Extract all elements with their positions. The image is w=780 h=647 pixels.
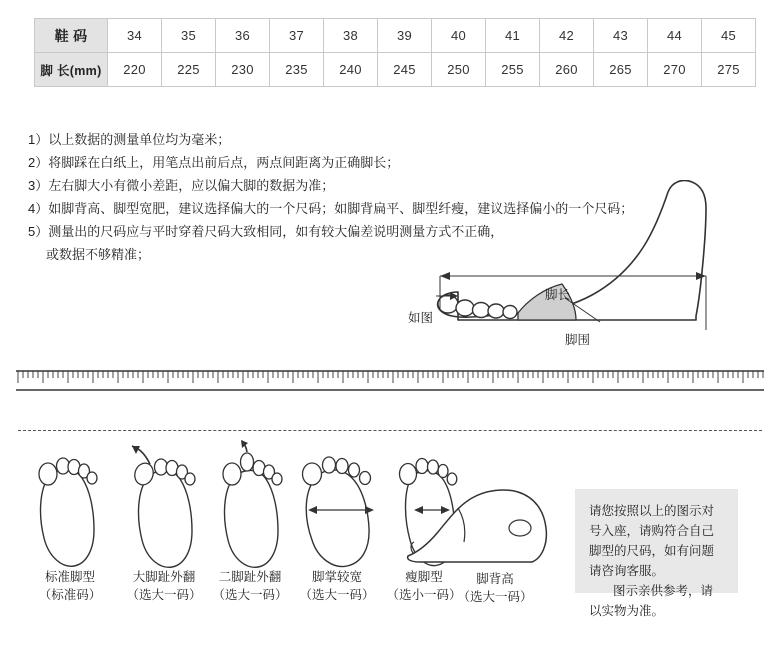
caption-foot-type-standard bbox=[18, 568, 122, 604]
instep-diagram bbox=[400, 470, 570, 570]
cell-size-38: 38 bbox=[324, 19, 378, 53]
label-as-diagram: 如图 bbox=[408, 311, 434, 325]
caption-name: 二脚趾外翻 bbox=[218, 570, 282, 584]
cell-length-220: 220 bbox=[108, 53, 162, 87]
section-divider bbox=[18, 430, 762, 431]
caption-advice: （选大一码） bbox=[299, 588, 375, 602]
customer-service-note bbox=[575, 489, 738, 618]
note-box-line-1: 请您按照以上的图示对号入座，请购符合自己脚型的尺码，如有问题请咨询客服。 bbox=[589, 504, 715, 578]
table-row bbox=[35, 19, 756, 53]
note-line-3: 3）左右脚大小有微小差距，应以偏大脚的数据为准； bbox=[28, 178, 335, 193]
caption-name: 瘦脚型 bbox=[405, 570, 443, 584]
ruler-strip bbox=[16, 370, 764, 392]
cell-length-240: 240 bbox=[324, 53, 378, 87]
label-foot-girth: 脚围 bbox=[565, 333, 591, 347]
ruler-svg bbox=[16, 370, 764, 392]
foot-side-diagram bbox=[400, 180, 760, 380]
caption-advice: （选大一码） bbox=[457, 590, 533, 604]
foot-type-standard bbox=[39, 458, 97, 566]
caption-name: 脚掌较宽 bbox=[311, 570, 362, 584]
cell-length-235: 235 bbox=[270, 53, 324, 87]
row-header-foot-length: 脚 长(mm) bbox=[35, 53, 108, 87]
note-line-6: 或数据不够精准； bbox=[46, 247, 151, 262]
cell-length-245: 245 bbox=[378, 53, 432, 87]
note-line-5: 5）测量出的尺码应与平时穿着尺码大致相同，如有较大偏差说明测量方式不正确， bbox=[28, 224, 504, 239]
note-line-2: 2）将脚踩在白纸上，用笔点出前后点，两点间距离为正确脚长； bbox=[28, 155, 400, 170]
caption-advice: （选大一码） bbox=[126, 588, 202, 602]
cell-size-45: 45 bbox=[702, 19, 756, 53]
cell-length-275: 275 bbox=[702, 53, 756, 87]
cell-size-44: 44 bbox=[648, 19, 702, 53]
cell-length-270: 270 bbox=[648, 53, 702, 87]
note-line-4: 4）如脚背高、脚型宽肥，建议选择偏大的一个尺码；如脚背扁平、脚型纤瘦，建议选择偏小的一个尺码； bbox=[28, 201, 634, 216]
size-table bbox=[34, 18, 756, 87]
foot-type-second-toe bbox=[223, 440, 282, 567]
cell-size-41: 41 bbox=[486, 19, 540, 53]
cell-length-255: 255 bbox=[486, 53, 540, 87]
note-box-line-2: 图示亲供参考，请以实物为准。 bbox=[589, 584, 714, 618]
cell-length-260: 260 bbox=[540, 53, 594, 87]
cell-length-265: 265 bbox=[594, 53, 648, 87]
caption-name: 脚背高 bbox=[476, 572, 514, 586]
cell-size-36: 36 bbox=[216, 19, 270, 53]
caption-advice: （选小一码） bbox=[386, 588, 462, 602]
caption-advice: （标准码） bbox=[38, 588, 102, 602]
foot-type-bunion bbox=[132, 446, 195, 567]
cell-size-35: 35 bbox=[162, 19, 216, 53]
row-header-shoe-size: 鞋 码 bbox=[35, 19, 108, 53]
caption-name: 大脚趾外翻 bbox=[132, 570, 196, 584]
cell-size-34: 34 bbox=[108, 19, 162, 53]
note-line-1: 1）以上数据的测量单位均为毫米； bbox=[28, 132, 231, 147]
cell-size-42: 42 bbox=[540, 19, 594, 53]
instep-svg bbox=[400, 470, 570, 580]
cell-size-43: 43 bbox=[594, 19, 648, 53]
label-foot-length: 脚长 bbox=[545, 288, 571, 302]
cell-length-250: 250 bbox=[432, 53, 486, 87]
size-chart-table bbox=[34, 18, 756, 87]
foot-side-svg bbox=[400, 180, 760, 380]
caption-name: 标准脚型 bbox=[44, 570, 95, 584]
foot-type-wide bbox=[303, 457, 375, 567]
cell-size-40: 40 bbox=[432, 19, 486, 53]
table-row bbox=[35, 53, 756, 87]
cell-length-230: 230 bbox=[216, 53, 270, 87]
caption-advice: （选大一码） bbox=[212, 588, 288, 602]
cell-size-39: 39 bbox=[378, 19, 432, 53]
cell-length-225: 225 bbox=[162, 53, 216, 87]
caption-instep bbox=[440, 570, 550, 606]
cell-size-37: 37 bbox=[270, 19, 324, 53]
